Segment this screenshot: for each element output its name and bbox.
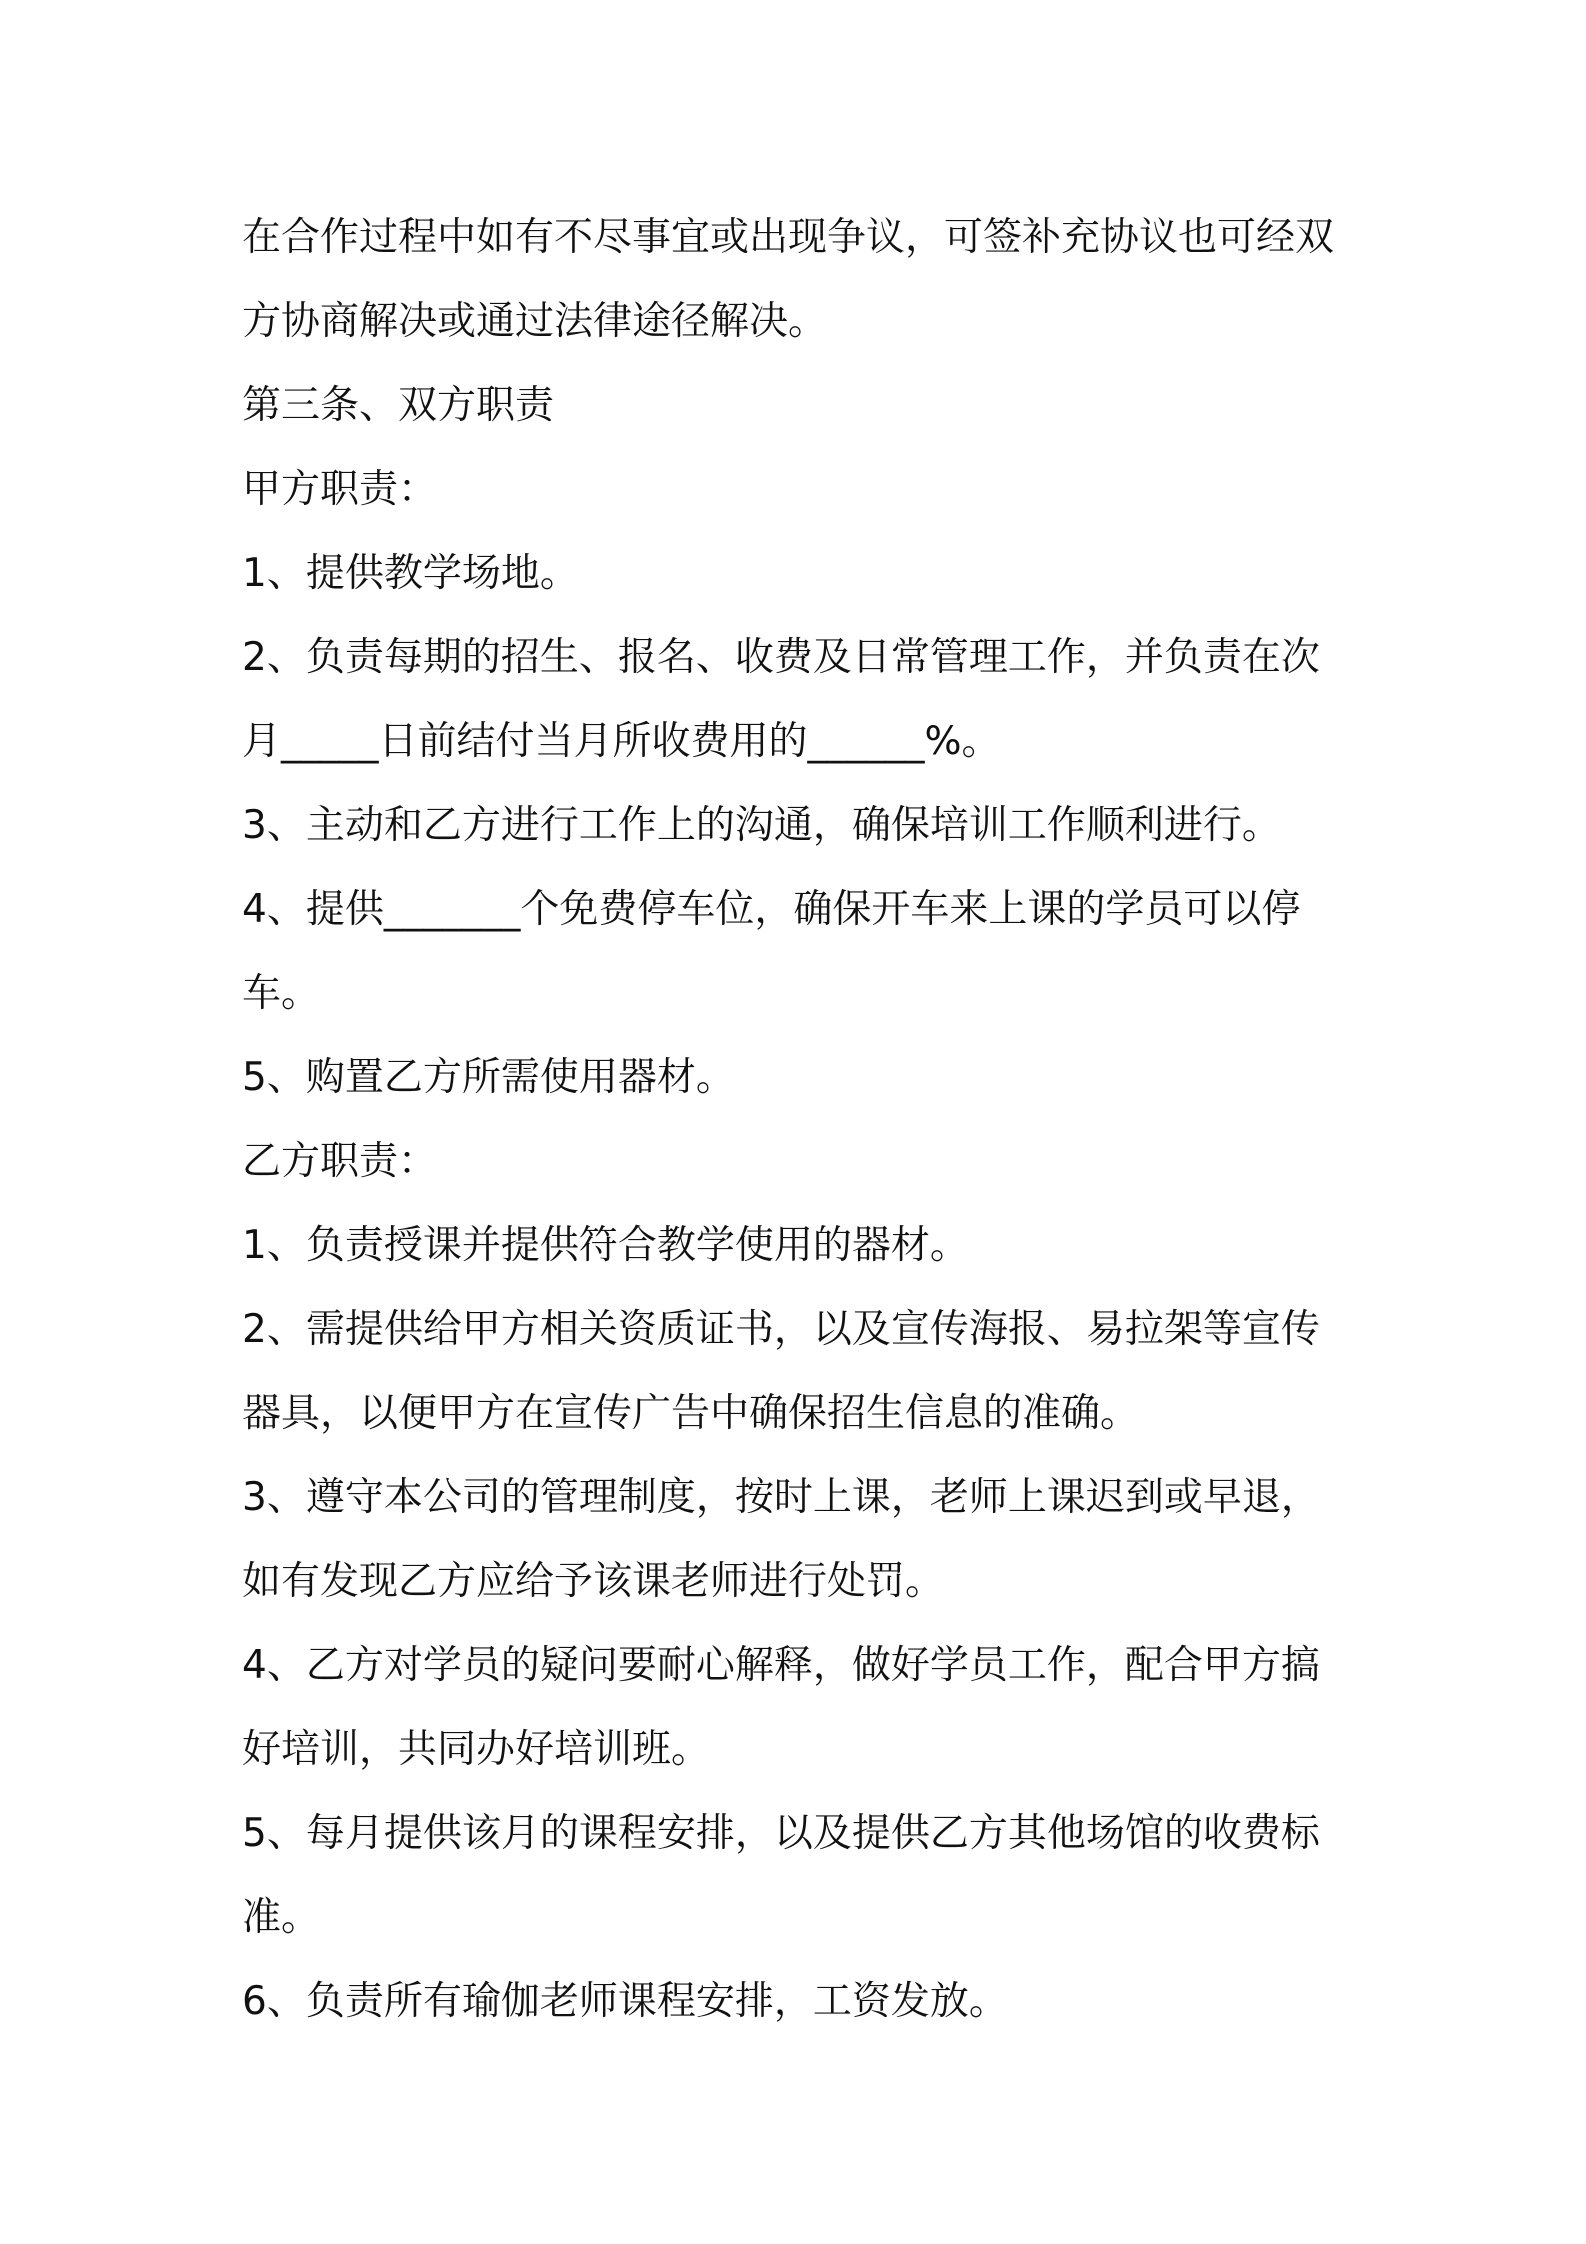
document-body — [242, 196, 1362, 2044]
text-line: 车。 — [242, 971, 321, 1016]
list-item: 2、需提供给甲方相关资质证书，以及宣传海报、易拉架等宣传 — [242, 1307, 1320, 1352]
list-item: 4、乙方对学员的疑问要耐心解释，做好学员工作，配合甲方搞 — [242, 1643, 1320, 1688]
list-item: 1、提供教学场地。 — [242, 551, 579, 596]
text-line: 月_____日前结付当月所收费用的______%。 — [242, 719, 1001, 764]
text-line: 准。 — [242, 1895, 321, 1940]
section-heading: 第三条、双方职责 — [242, 383, 555, 428]
text-line: 器具，以便甲方在宣传广告中确保招生信息的准确。 — [242, 1391, 1140, 1436]
list-item: 4、提供_______个免费停车位，确保开车来上课的学员可以停 — [242, 887, 1301, 932]
list-item: 3、主动和乙方进行工作上的沟通，确保培训工作顺利进行。 — [242, 803, 1281, 848]
text-line: 如有发现乙方应给予该课老师进行处罚。 — [242, 1559, 945, 1604]
text-line: 好培训，共同办好培训班。 — [242, 1727, 711, 1772]
list-item: 5、购置乙方所需使用器材。 — [242, 1055, 735, 1100]
party-b-heading: 乙方职责： — [242, 1139, 438, 1184]
list-item: 5、每月提供该月的课程安排，以及提供乙方其他场馆的收费标 — [242, 1811, 1320, 1856]
list-item: 3、遵守本公司的管理制度，按时上课，老师上课迟到或早退， — [242, 1475, 1320, 1520]
list-item: 2、负责每期的招生、报名、收费及日常管理工作，并负责在次 — [242, 635, 1320, 680]
party-a-heading: 甲方职责： — [242, 467, 438, 512]
text-line: 方协商解决或通过法律途径解决。 — [242, 299, 828, 344]
list-item: 6、负责所有瑜伽老师课程安排，工资发放。 — [242, 1979, 1008, 2024]
text-line: 在合作过程中如有不尽事宜或出现争议，可签补充协议也可经双 — [242, 215, 1335, 260]
list-item: 1、负责授课并提供符合教学使用的器材。 — [242, 1223, 969, 1268]
